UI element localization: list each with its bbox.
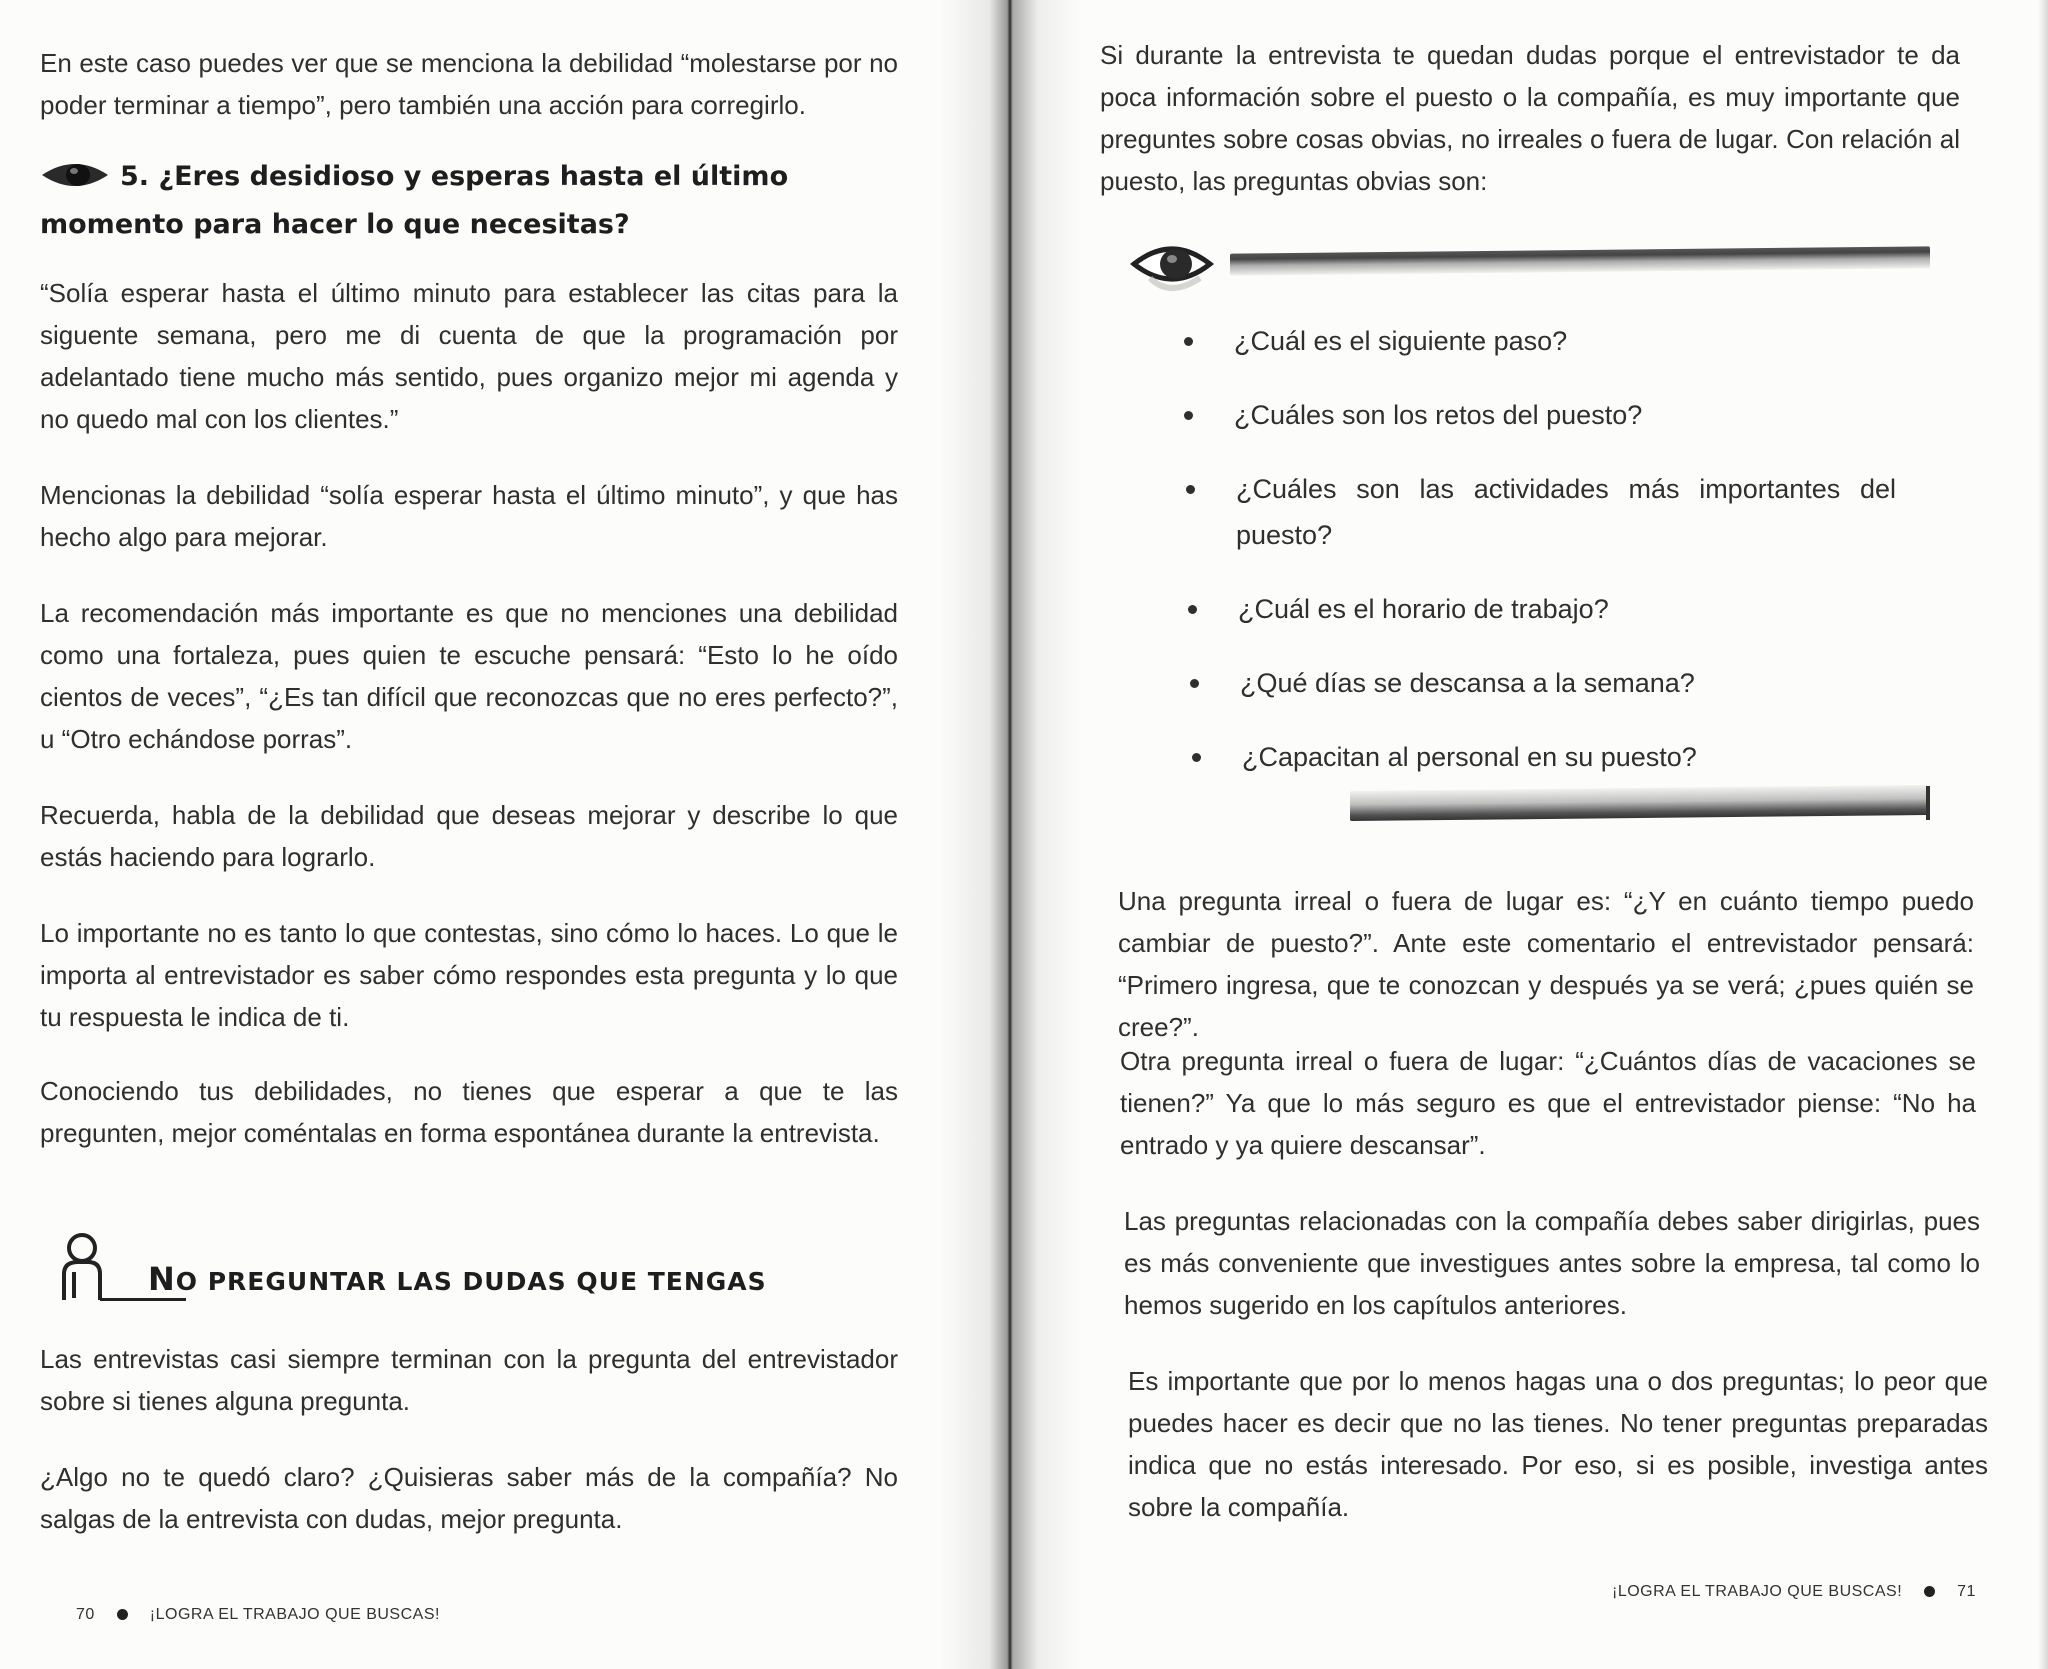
- paragraph: Recuerda, habla de la debilidad que deseas mejorar y describe lo que estás haciendo para lograrlo.: [40, 800, 898, 872]
- bullet-dot: [1190, 679, 1199, 688]
- section-title: [40, 1232, 920, 1312]
- list-item: ¿Cuáles son los retos del puesto?: [1234, 392, 1894, 438]
- paragraph: Si durante la entrevista te quedan dudas porque el entrevistador te da poca información sobre el puesto o la compañía, es muy importante que preguntes sobre cosas obvias, no irreales o fuera de lugar. Con relación al puesto, las preguntas obvias son:: [1100, 40, 1960, 196]
- book-gutter: [940, 0, 1080, 1669]
- bullet-dot: [1192, 753, 1201, 762]
- question-heading-text: 5. ¿Eres desidioso y esperas hasta el último momento para hacer lo que necesitas?: [40, 161, 789, 240]
- paragraph: Las preguntas relacionadas con la compañía debes saber dirigirlas, pues es más conveniente que investigues antes sobre la empresa, tal como lo hemos sugerido en los capítulos anteriores.: [1124, 1206, 1980, 1320]
- list-item: ¿Cuál es el horario de trabajo?: [1238, 586, 1898, 632]
- paragraph: Conociendo tus debilidades, no tienes que esperar a que te las pregunten, mejor coméntalas en forma espontánea durante la entrevista.: [40, 1076, 898, 1148]
- bullet-dot: [1186, 485, 1195, 494]
- footer-dot: [1924, 1586, 1935, 1597]
- footer-book-title: ¡LOGRA EL TRABAJO QUE BUSCAS!: [1612, 1583, 1903, 1600]
- section-title-text: NO PREGUNTAR LAS DUDAS QUE TENGAS: [148, 1260, 767, 1298]
- paragraph: Es importante que por lo menos hagas una o dos preguntas; lo peor que puedes hacer es decir que no las tienes. No tener preguntas preparadas indica que no estás interesado. Por eso, si es posible, investiga antes sobre la compañía.: [1128, 1366, 1988, 1522]
- left-footer: [76, 1606, 440, 1624]
- eye-icon: [1130, 238, 1220, 299]
- page-number: 71: [1957, 1583, 1976, 1600]
- section-underline: [100, 1298, 186, 1301]
- bullet-dot: [1188, 605, 1197, 614]
- box-corner: [1926, 786, 1930, 820]
- paragraph: Una pregunta irreal o fuera de lugar es: “¿Y en cuánto tiempo puedo cambiar de puesto?”. Ante este comentario el entrevistador pensará: “Primero ingresa, que te conozcan y después ya se verá; ¿pues quién se cree?”.: [1118, 886, 1974, 1042]
- paragraph: Lo importante no es tanto lo que contestas, sino cómo lo haces. Lo que le importa al entrevistador es saber cómo respondes esta pregunta y lo que tu respuesta le indica de ti.: [40, 918, 898, 1032]
- footer-dot: [117, 1609, 128, 1620]
- list-item: ¿Capacitan al personal en su puesto?: [1242, 734, 1902, 780]
- paragraph: Otra pregunta irreal o fuera de lugar: “¿Cuántos días de vacaciones se tienen?” Ya que lo más seguro es que el entrevistador piense: “No ha entrado y ya quiere descansar”.: [1120, 1046, 1976, 1160]
- footer-book-title: ¡LOGRA EL TRABAJO QUE BUSCAS!: [149, 1606, 440, 1623]
- box-top-border: [1230, 246, 1930, 275]
- paragraph: Las entrevistas casi siempre terminan con la pregunta del entrevistador sobre si tienes alguna pregunta.: [40, 1344, 898, 1416]
- box-bottom-border: [1350, 785, 1928, 821]
- right-footer: [1612, 1583, 1976, 1601]
- page-number: 70: [76, 1606, 95, 1623]
- list-item: ¿Cuáles son las actividades más importantes del puesto?: [1236, 466, 1896, 558]
- bullet-dot: [1184, 337, 1193, 346]
- paragraph: En este caso puedes ver que se menciona la debilidad “molestarse por no poder terminar a tiempo”, pero también una acción para corregirlo.: [40, 48, 898, 120]
- list-item: ¿Qué días se descansa a la semana?: [1240, 660, 1900, 706]
- paragraph: ¿Algo no te quedó claro? ¿Quisieras saber más de la compañía? No salgas de la entrevista con dudas, mejor pregunta.: [40, 1462, 898, 1534]
- paragraph: “Solía esperar hasta el último minuto para establecer las citas para la siguente semana, pero me di cuenta de que la programación por adelantado tiene mucho más sentido, pues organizo mejor mi agenda y no quedo mal con los clientes.”: [40, 278, 898, 434]
- eye-icon: [40, 159, 110, 204]
- page-edge: [2038, 0, 2048, 1669]
- bullet-dot: [1184, 411, 1193, 420]
- paragraph: La recomendación más importante es que no menciones una debilidad como una fortaleza, pues quien te escuche pensará: “Esto lo he oído cientos de veces”, “¿Es tan difícil que reconozcas que no eres perfecto?”, u “Otro echándose porras”.: [40, 598, 898, 754]
- question-heading: [40, 156, 900, 246]
- paragraph: Mencionas la debilidad “solía esperar hasta el último minuto”, y que has hecho algo para mejorar.: [40, 480, 898, 552]
- list-item: ¿Cuál es el siguiente paso?: [1234, 318, 1894, 364]
